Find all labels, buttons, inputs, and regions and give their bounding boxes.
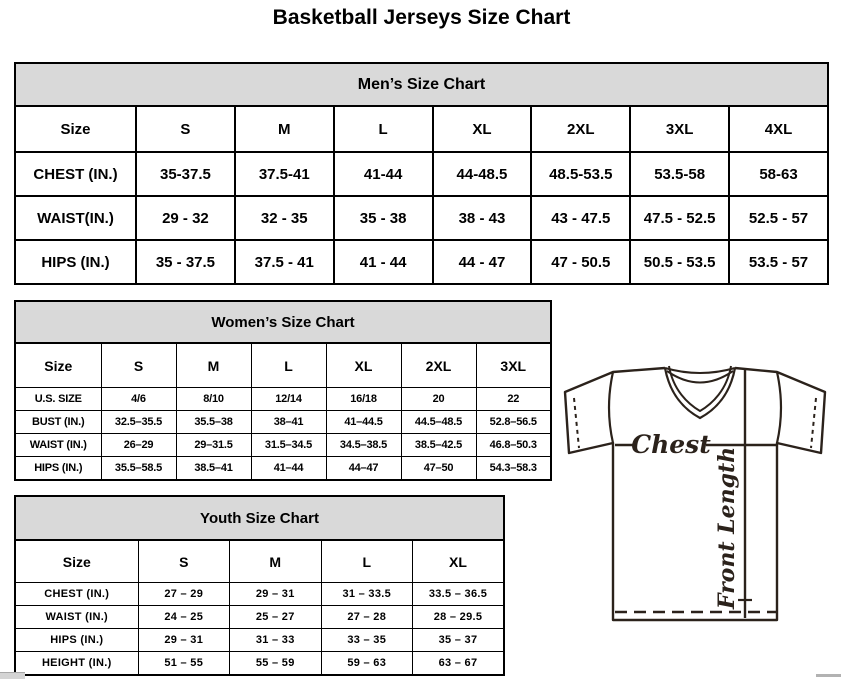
table-title: Men’s Size Chart <box>15 63 828 106</box>
size-value-cell: 55 – 59 <box>230 652 322 676</box>
size-value-cell: 44 - 47 <box>433 240 532 284</box>
size-value-cell: 52.8–56.5 <box>476 411 551 434</box>
size-value-cell: 32 - 35 <box>235 196 334 240</box>
column-header: Size <box>15 106 136 152</box>
column-header: S <box>101 343 176 388</box>
size-value-cell: 35 – 37 <box>413 629 505 652</box>
row-label: HIPS (IN.) <box>15 240 136 284</box>
row-label: WAIST(IN.) <box>15 196 136 240</box>
size-value-cell: 38.5–42.5 <box>401 434 476 457</box>
page-title: Basketball Jerseys Size Chart <box>272 6 571 29</box>
size-value-cell: 47–50 <box>401 457 476 481</box>
size-value-cell: 44.5–48.5 <box>401 411 476 434</box>
mens-size-chart-table <box>14 62 829 285</box>
size-value-cell: 37.5-41 <box>235 152 334 196</box>
size-value-cell: 35 - 37.5 <box>136 240 235 284</box>
column-header: M <box>235 106 334 152</box>
table-row <box>15 583 504 606</box>
table-title-row <box>15 63 828 106</box>
table-title: Youth Size Chart <box>15 496 504 540</box>
column-header: XL <box>326 343 401 388</box>
row-label: WAIST (IN.) <box>15 434 101 457</box>
mens-size-chart-table-grid <box>14 62 829 285</box>
size-value-cell: 37.5 - 41 <box>235 240 334 284</box>
front-length-label: Front Length <box>714 446 740 610</box>
size-value-cell: 44-48.5 <box>433 152 532 196</box>
table-row <box>15 388 551 411</box>
size-value-cell: 22 <box>476 388 551 411</box>
size-value-cell: 35.5–38 <box>176 411 251 434</box>
size-value-cell: 32.5–35.5 <box>101 411 176 434</box>
column-header: XL <box>413 540 505 583</box>
row-label: HIPS (IN.) <box>15 457 101 481</box>
size-value-cell: 59 – 63 <box>321 652 413 676</box>
column-header: S <box>136 106 235 152</box>
size-value-cell: 29 – 31 <box>230 583 322 606</box>
table-title-row <box>15 301 551 343</box>
womens-size-chart-table-grid <box>14 300 552 481</box>
size-value-cell: 31.5–34.5 <box>251 434 326 457</box>
size-value-cell: 27 – 28 <box>321 606 413 629</box>
column-header: 2XL <box>531 106 630 152</box>
size-value-cell: 48.5-53.5 <box>531 152 630 196</box>
size-value-cell: 41 - 44 <box>334 240 433 284</box>
size-value-cell: 28 – 29.5 <box>413 606 505 629</box>
size-value-cell: 31 – 33.5 <box>321 583 413 606</box>
size-value-cell: 53.5-58 <box>630 152 729 196</box>
size-value-cell: 41-44 <box>334 152 433 196</box>
column-header: L <box>251 343 326 388</box>
column-header: Size <box>15 540 138 583</box>
size-value-cell: 29 – 31 <box>138 629 230 652</box>
table-row <box>15 629 504 652</box>
column-header-row <box>15 106 828 152</box>
column-header-row <box>15 540 504 583</box>
youth-size-chart-table-grid <box>14 495 505 676</box>
table-title-row <box>15 496 504 540</box>
table-row <box>15 457 551 481</box>
size-value-cell: 47.5 - 52.5 <box>630 196 729 240</box>
table-row <box>15 434 551 457</box>
size-value-cell: 31 – 33 <box>230 629 322 652</box>
size-value-cell: 29–31.5 <box>176 434 251 457</box>
column-header: 2XL <box>401 343 476 388</box>
column-header: L <box>334 106 433 152</box>
size-value-cell: 43 - 47.5 <box>531 196 630 240</box>
column-header: Size <box>15 343 101 388</box>
jersey-outline-shape <box>565 368 825 620</box>
size-value-cell: 44–47 <box>326 457 401 481</box>
row-label: HIPS (IN.) <box>15 629 138 652</box>
size-value-cell: 12/14 <box>251 388 326 411</box>
size-value-cell: 41–44.5 <box>326 411 401 434</box>
table-row <box>15 240 828 284</box>
size-value-cell: 41–44 <box>251 457 326 481</box>
cropped-element-fragment-bottom-right <box>816 674 841 677</box>
column-header: S <box>138 540 230 583</box>
table-title: Women’s Size Chart <box>15 301 551 343</box>
column-header: M <box>176 343 251 388</box>
size-value-cell: 58-63 <box>729 152 828 196</box>
size-value-cell: 50.5 - 53.5 <box>630 240 729 284</box>
table-row <box>15 152 828 196</box>
size-value-cell: 51 – 55 <box>138 652 230 676</box>
size-value-cell: 38.5–41 <box>176 457 251 481</box>
size-value-cell: 35-37.5 <box>136 152 235 196</box>
column-header: 4XL <box>729 106 828 152</box>
cropped-element-fragment-bottom-left <box>0 672 25 679</box>
size-value-cell: 24 – 25 <box>138 606 230 629</box>
jersey-measurement-diagram <box>552 350 842 635</box>
column-header: XL <box>433 106 532 152</box>
size-value-cell: 26–29 <box>101 434 176 457</box>
table-row <box>15 652 504 676</box>
size-value-cell: 38 - 43 <box>433 196 532 240</box>
size-value-cell: 54.3–58.3 <box>476 457 551 481</box>
youth-size-chart-table <box>14 495 505 676</box>
size-value-cell: 8/10 <box>176 388 251 411</box>
womens-size-chart-table <box>14 300 552 481</box>
table-row <box>15 196 828 240</box>
size-value-cell: 46.8–50.3 <box>476 434 551 457</box>
row-label: CHEST (IN.) <box>15 152 136 196</box>
size-value-cell: 53.5 - 57 <box>729 240 828 284</box>
size-value-cell: 33.5 – 36.5 <box>413 583 505 606</box>
size-value-cell: 63 – 67 <box>413 652 505 676</box>
size-value-cell: 47 - 50.5 <box>531 240 630 284</box>
table-row <box>15 606 504 629</box>
size-value-cell: 25 – 27 <box>230 606 322 629</box>
row-label: HEIGHT (IN.) <box>15 652 138 676</box>
column-header: 3XL <box>630 106 729 152</box>
size-value-cell: 20 <box>401 388 476 411</box>
column-header: 3XL <box>476 343 551 388</box>
size-value-cell: 29 - 32 <box>136 196 235 240</box>
row-label: U.S. SIZE <box>15 388 101 411</box>
chest-label: Chest <box>631 430 711 459</box>
column-header: M <box>230 540 322 583</box>
size-value-cell: 34.5–38.5 <box>326 434 401 457</box>
row-label: BUST (IN.) <box>15 411 101 434</box>
size-value-cell: 27 – 29 <box>138 583 230 606</box>
size-value-cell: 38–41 <box>251 411 326 434</box>
size-value-cell: 52.5 - 57 <box>729 196 828 240</box>
column-header: L <box>321 540 413 583</box>
column-header-row <box>15 343 551 388</box>
size-value-cell: 33 – 35 <box>321 629 413 652</box>
row-label: CHEST (IN.) <box>15 583 138 606</box>
size-value-cell: 35.5–58.5 <box>101 457 176 481</box>
row-label: WAIST (IN.) <box>15 606 138 629</box>
size-value-cell: 35 - 38 <box>334 196 433 240</box>
size-value-cell: 16/18 <box>326 388 401 411</box>
size-value-cell: 4/6 <box>101 388 176 411</box>
table-row <box>15 411 551 434</box>
